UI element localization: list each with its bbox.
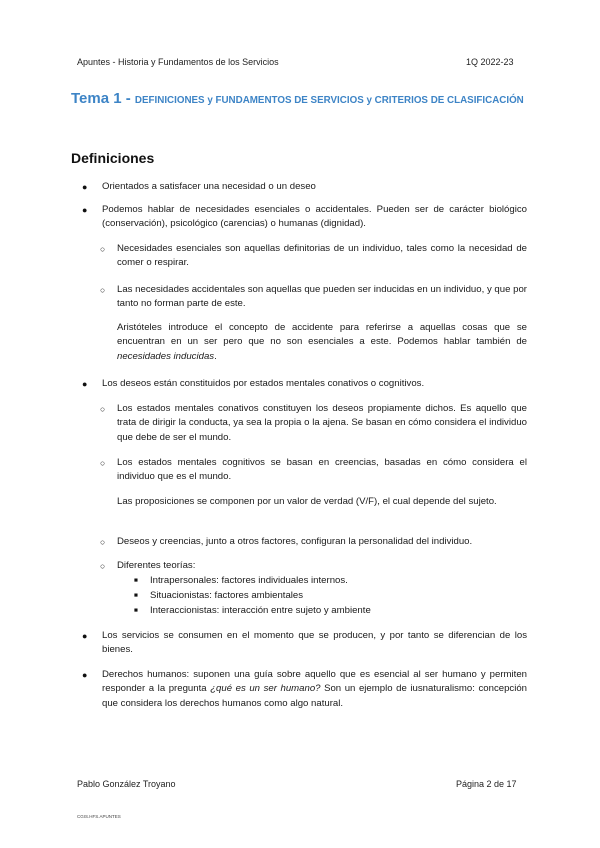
list-item: Orientados a satisfacer una necesidad o un deseo [102, 181, 316, 192]
bullet-circle-icon: ○ [100, 244, 106, 254]
bullet-square-icon: ■ [134, 607, 138, 614]
bullet-dot-icon: ● [82, 182, 88, 192]
bullet-dot-icon: ● [82, 205, 88, 215]
list-item-text: Derechos humanos: suponen una guía sobre aquello que es esencial al ser humano y permiten responder a la pregunta [102, 669, 527, 695]
bullet-circle-icon: ○ [100, 561, 106, 571]
list-item: Los estados mentales conativos constituyen los deseos propiamente dichos. Es aquello que trata de dirigir la conducta, ya sea la propia o la ajena. Se basan en cómo considera el individuo que debe de ser el mundo. [117, 403, 527, 443]
bullet-circle-icon: ○ [100, 458, 106, 468]
footer-page-number: Página 2 de 17 [456, 779, 517, 789]
emphasis-text: ¿qué es un ser humano? [210, 683, 321, 695]
list-item: Podemos hablar de necesidades esenciales o accidentales. Pueden ser de carácter biológico (conservación), psicológico (carencias) o humanas (dignidad). [102, 204, 527, 230]
header-left: Apuntes - Historia y Fundamentos de los Servicios [77, 57, 279, 67]
footer-author: Pablo González Troyano [77, 779, 176, 789]
paragraph-text: . [214, 350, 217, 362]
bullet-square-icon: ■ [134, 577, 138, 584]
list-item: Los servicios se consumen en el momento que se producen, y por tanto se diferencian de los bienes. [102, 630, 527, 656]
list-item: Diferentes teorías: [117, 560, 196, 571]
paragraph-text: Aristóteles introduce el concepto de accidente para referirse a aquellas cosas que se encuentran en un ser pero que no son esenciales a este. Podemos hablar también de [117, 322, 527, 348]
title-main: Tema 1 - [71, 90, 135, 107]
bullet-dot-icon: ● [82, 670, 88, 680]
paragraph: Las proposiciones se componen por un valor de verdad (V/F), el cual depende del sujeto. [117, 496, 497, 507]
list-item-text: Son un ejemplo de iusnaturalismo: concepción que considera los derechos humanos como algo natural. [102, 683, 528, 709]
bullet-circle-icon: ○ [100, 404, 106, 414]
bullet-dot-icon: ● [82, 631, 88, 641]
title-sub: DEFINICIONES y FUNDAMENTOS DE SERVICIOS y CRITERIOS DE CLASIFICACIÓN [134, 95, 524, 106]
bullet-square-icon: ■ [134, 592, 138, 599]
list-item: Los deseos están constituidos por estados mentales conativos o cognitivos. [102, 378, 425, 389]
footer-fine-print: CGIS.HFS.APUNTES [77, 814, 121, 819]
list-item: Las necesidades accidentales son aquellas que pueden ser inducidas en un individuo, y que por tanto no forman parte de este. [117, 284, 527, 310]
emphasis-text: necesidades inducidas [117, 350, 215, 362]
list-item [102, 668, 527, 711]
section-heading: Definiciones [71, 150, 155, 166]
list-item: Los estados mentales cognitivos se basan en creencias, basadas en cómo considera el individuo que es el mundo. [117, 457, 527, 483]
list-item: Situacionistas: factores ambientales [150, 590, 304, 601]
list-item: Intrapersonales: factores individuales internos. [150, 575, 348, 586]
list-item: Necesidades esenciales son aquellas definitorias de un individuo, tales como la necesidad de comer o respirar. [117, 243, 527, 269]
list-item: Interaccionistas: interacción entre sujeto y ambiente [150, 605, 371, 616]
list-item: Deseos y creencias, junto a otros factores, configuran la personalidad del individuo. [117, 536, 473, 547]
page-title [71, 88, 531, 112]
bullet-circle-icon: ○ [100, 537, 106, 547]
paragraph [117, 321, 527, 364]
header-right: 1Q 2022-23 [466, 57, 514, 67]
bullet-dot-icon: ● [82, 379, 88, 389]
bullet-circle-icon: ○ [100, 285, 106, 295]
